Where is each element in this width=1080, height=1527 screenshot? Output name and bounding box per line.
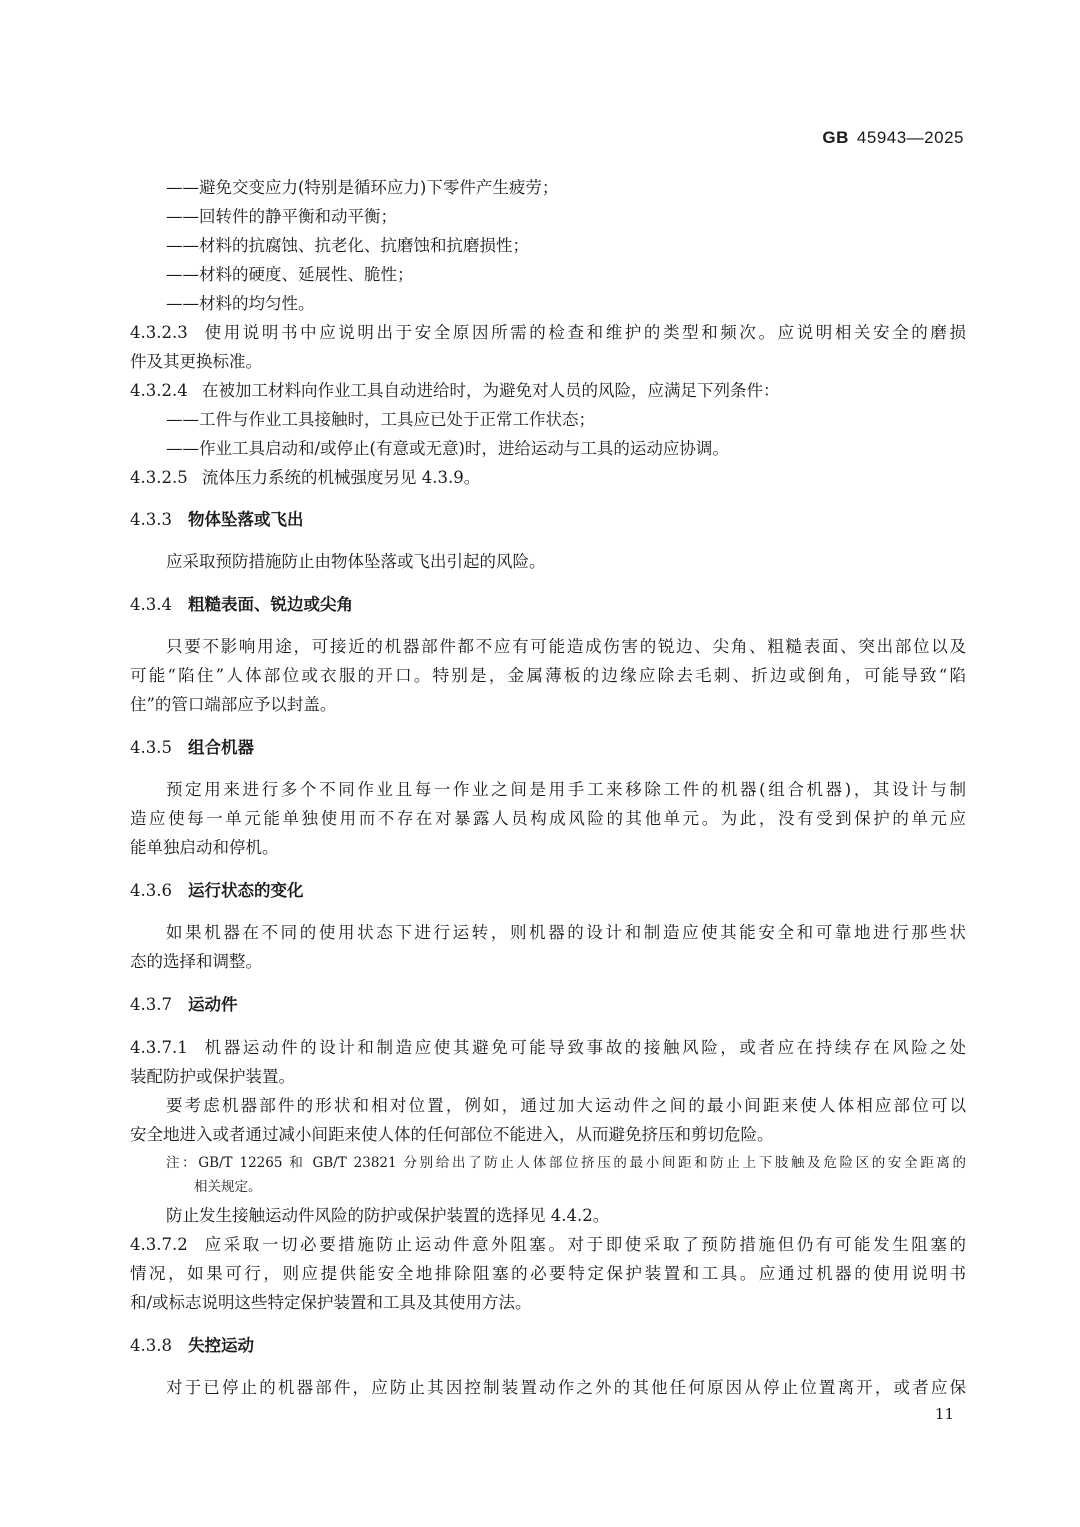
paragraph-line: 如果机器在不同的使用状态下进行运转，则机器的设计和制造应使其能安全和可靠地进行那些状 [166,923,966,942]
paragraph-line: 对于已停止的机器部件，应防止其因控制装置动作之外的其他任何原因从停止位置离开，或者应保 [166,1378,966,1397]
list-item: ——作业工具启动和/或停止(有意或无意)时，进给运动与工具的运动应协调。 [166,439,729,458]
note-text: 相关规定。 [194,1179,262,1195]
clause-text: 使用说明书中应说明出于安全原因所需的检查和维护的类型和频次。应说明相关安全的磨损 [202,323,966,342]
clause-4-3-2-4 [130,380,966,402]
section-heading-4-3-4 [130,594,966,616]
list-item: ——材料的硬度、延展性、脆性； [166,265,414,284]
standard-code [822,128,964,148]
clause-text: 应采取一切必要措施防止运动件意外阻塞。对于即使采取了预防措施但仍有可能发生阻塞的 [202,1235,966,1254]
heading-text: 组合机器 [188,738,254,757]
heading-text: 失控运动 [188,1336,254,1355]
clause-4-3-2-5 [130,467,966,489]
paragraph-line: 造应使每一单元能单独使用而不存在对暴露人员构成风险的其他单元。为此，没有受到保护的单元应 [130,809,966,828]
paragraph-line: 可能“陷住”人体部位或衣服的开口。特别是，金属薄板的边缘应除去毛刺、折边或倒角，可能导致“陷 [130,666,966,685]
clause-number: 4.3.2.4 [130,381,188,400]
heading-text: 运行状态的变化 [188,881,304,900]
section-heading-4-3-7 [130,994,966,1016]
clause-number: 4.3.5 [130,738,172,757]
list-item: ——避免交变应力(特别是循环应力)下零件产生疲劳； [166,178,559,197]
clause-text: 在被加工材料向作业工具自动进给时，为避免对人员的风险，应满足下列条件： [202,381,780,400]
clause-4-3-7-2 [130,1234,966,1256]
clause-number: 4.3.2.5 [130,468,188,487]
paragraph-line: 住”的管口端部应予以封盖。 [130,695,337,714]
clause-number: 4.3.2.3 [130,323,188,342]
list-item: ——工件与作业工具接触时，工具应已处于正常工作状态； [166,410,595,429]
paragraph-line: 和/或标志说明这些特定保护装置和工具及其使用方法。 [130,1293,532,1312]
paragraph-line: 应采取预防措施防止由物体坠落或飞出引起的风险。 [166,552,546,571]
page-number: 11 [934,1405,954,1423]
paragraph-line: 防止发生接触运动件风险的防护或保护装置的选择见 4.4.2。 [166,1206,610,1225]
paragraph-line: 态的选择和调整。 [130,952,262,971]
clause-4-3-7-1 [130,1037,966,1059]
paragraph-line: 预定用来进行多个不同作业且每一作业之间是用手工来移除工件的机器(组合机器)，其设计与制 [166,780,966,799]
note-text: 注：GB/T 12265 和 GB/T 23821 分别给出了防止人体部位挤压的最小间距和防止上下肢触及危险区的安全距离的 [166,1155,966,1171]
clause-number: 4.3.6 [130,881,172,900]
paragraph-line: 情况，如果可行，则应提供能安全地排除阻塞的必要特定保护装置和工具。应通过机器的使用说明书 [130,1264,966,1283]
section-heading-4-3-5 [130,737,966,759]
clause-number: 4.3.4 [130,595,172,614]
clause-4-3-2-3 [130,322,966,344]
clause-number: 4.3.3 [130,510,172,529]
section-heading-4-3-8 [130,1335,966,1357]
standard-prefix: GB [822,128,849,147]
paragraph-line: 要考虑机器部件的形状和相对位置，例如，通过加大运动件之间的最小间距来使人体相应部位可以 [166,1096,966,1115]
paragraph-line: 能单独启动和停机。 [130,838,279,857]
paragraph-line: 安全地进入或者通过减小间距来使人体的任何部位不能进入，从而避免挤压和剪切危险。 [130,1125,774,1144]
paragraph-line: 装配防护或保护装置。 [130,1067,295,1086]
section-heading-4-3-6 [130,880,966,902]
list-item: ——材料的抗腐蚀、抗老化、抗磨蚀和抗磨损性； [166,236,529,255]
clause-text: 流体压力系统的机械强度另见 4.3.9。 [202,468,481,487]
clause-number: 4.3.7.2 [130,1235,188,1254]
paragraph-line: 件及其更换标准。 [130,352,262,371]
heading-text: 物体坠落或飞出 [188,510,304,529]
standard-number: 45943—2025 [856,128,964,147]
clause-number: 4.3.7 [130,995,172,1014]
section-heading-4-3-3 [130,509,966,531]
paragraph-line: 只要不影响用途，可接近的机器部件都不应有可能造成伤害的锐边、尖角、粗糙表面、突出部位以及 [166,637,966,656]
list-item: ——材料的均匀性。 [166,294,315,313]
clause-number: 4.3.7.1 [130,1038,188,1057]
clause-text: 机器运动件的设计和制造应使其避免可能导致事故的接触风险，或者应在持续存在风险之处 [202,1038,966,1057]
clause-number: 4.3.8 [130,1336,172,1355]
list-item: ——回转件的静平衡和动平衡； [166,207,397,226]
heading-text: 运动件 [188,995,238,1014]
heading-text: 粗糙表面、锐边或尖角 [188,595,353,614]
